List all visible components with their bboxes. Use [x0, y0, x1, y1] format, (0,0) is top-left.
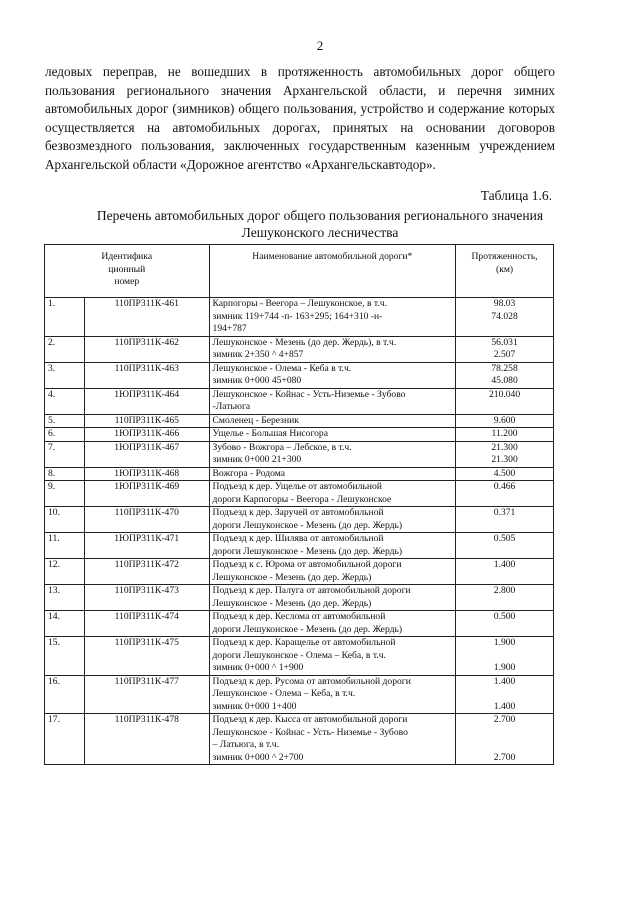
- road-name-line: Лешуконское - Койнас - Усть-Низемье - Зубово: [212, 388, 406, 400]
- road-length-value: 0.500: [493, 611, 516, 622]
- road-name: [209, 585, 456, 611]
- road-id: 110ПР311К-462: [85, 336, 210, 362]
- table-row: [45, 481, 554, 507]
- road-name-line: -Латьюга: [212, 401, 251, 412]
- road-length-value: 78.258: [491, 362, 518, 374]
- table-row: [45, 637, 554, 676]
- road-name-line: зимник 0+000 21+300: [212, 454, 302, 465]
- road-length: [456, 585, 554, 611]
- table-row: [45, 467, 554, 481]
- table-row: [45, 714, 554, 765]
- road-name-line: Лешуконское - Мезень (до дер. Жердь): [212, 597, 372, 609]
- road-length: [456, 388, 554, 414]
- road-name: [209, 428, 456, 442]
- row-number: 7.: [45, 441, 85, 467]
- road-name: [209, 533, 456, 559]
- road-name: [209, 388, 456, 414]
- road-name-line: Смоленец - Березник: [212, 414, 299, 426]
- table-number: Таблица 1.6.: [480, 188, 552, 203]
- road-length-value: 2.700: [493, 751, 516, 763]
- road-length: [456, 441, 554, 467]
- road-length-value: 1.900: [493, 637, 516, 648]
- table-row: [45, 414, 554, 428]
- road-name: [209, 362, 456, 388]
- road-length: [456, 428, 554, 442]
- road-length: [456, 336, 554, 362]
- road-id: 1ЮПР311К-467: [85, 441, 210, 467]
- row-number: 1.: [45, 298, 85, 337]
- road-id: 110ПР311К-474: [85, 611, 210, 637]
- road-name-line: зимник 0+000 45+080: [212, 375, 302, 386]
- road-name-line: Лешуконское - Мезень (до дер. Жердь): [212, 571, 372, 583]
- road-length-value: 9.600: [493, 414, 516, 426]
- table-row: [45, 428, 554, 442]
- road-name-line: зимник 2+350 ^ 4+857: [212, 349, 304, 360]
- road-length: [456, 611, 554, 637]
- row-number: 6.: [45, 428, 85, 442]
- road-id: 1ЮПР311К-469: [85, 481, 210, 507]
- road-name-line: Подъезд к дер. Шилява от автомобильной: [212, 533, 384, 544]
- road-id: 110ПР311К-477: [85, 675, 210, 714]
- row-number: 11.: [45, 533, 85, 559]
- road-name-line: Лешуконское - Койнас - Усть- Низемье - Зубово: [212, 726, 408, 738]
- road-name-line: зимник 0+000 ^ 1+900: [212, 662, 304, 673]
- road-length-value: 74.028: [491, 310, 518, 322]
- row-number: 16.: [45, 675, 85, 714]
- header-length: Протяженность, (км): [456, 245, 554, 298]
- road-length-value: [459, 739, 550, 752]
- road-length-value: 0.371: [493, 507, 516, 518]
- body-paragraph: ледовых переправ, не вошедших в протяженность автомобильных дорог общего пользования регионального значения Архангельской области, и перечня зимних автомобильных дорог (зимников) общего пользования, устройство и содержание которых осуществляется на автомобильных дорогах, принятых на основании договоров безвозмездного пользования, заключенных государственным казенным учреждением Архангельской области «Дорожное агентство «Архангельскавтодор».: [45, 64, 555, 172]
- row-number: 13.: [45, 585, 85, 611]
- road-length: [456, 298, 554, 337]
- road-length-value: 11.200: [491, 428, 518, 439]
- road-name: [209, 441, 456, 467]
- row-number: 14.: [45, 611, 85, 637]
- road-name-line: дороги Карпогоры - Веегора - Лешуконское: [212, 493, 392, 505]
- road-name-line: Лешуконское - Олема - Кеба в т.ч.: [212, 362, 352, 374]
- table-row: [45, 362, 554, 388]
- road-name-line: дороги Лешуконское - Мезень (до дер. Жердь): [212, 545, 403, 557]
- road-length-value: 1.400: [493, 559, 516, 570]
- table-title-line1: Перечень автомобильных дорог общего пользования регионального значения: [96, 208, 544, 223]
- road-name-line: 194+787: [212, 323, 247, 334]
- road-length-value: 0.466: [493, 481, 516, 492]
- table-row: [45, 611, 554, 637]
- table-row: [45, 388, 554, 414]
- header-name: Наименование автомобильной дороги*: [209, 245, 456, 298]
- road-length-value: 21.300: [491, 454, 518, 465]
- road-length-value: 2.700: [493, 714, 516, 725]
- row-number: 12.: [45, 559, 85, 585]
- road-name-line: Лешуконское - Мезень (до дер. Жердь), в т.ч.: [212, 336, 397, 348]
- road-name-line: Подъезд к дер. Кеслома от автомобильной: [212, 611, 386, 622]
- table-row: [45, 585, 554, 611]
- road-id: 110ПР311К-461: [85, 298, 210, 337]
- road-name: [209, 336, 456, 362]
- road-name: [209, 507, 456, 533]
- table-header-row: [45, 245, 554, 298]
- table-row: [45, 559, 554, 585]
- road-length-value: [459, 650, 550, 663]
- road-id: 1ЮПР311К-468: [85, 467, 210, 481]
- road-name: [209, 481, 456, 507]
- table-row: [45, 441, 554, 467]
- road-length: [456, 714, 554, 765]
- road-id: 110ПР311К-465: [85, 414, 210, 428]
- road-length-value: 45.080: [491, 375, 518, 386]
- road-id: 110ПР311К-473: [85, 585, 210, 611]
- road-length: [456, 507, 554, 533]
- road-name: [209, 675, 456, 714]
- row-number: 5.: [45, 414, 85, 428]
- row-number: 3.: [45, 362, 85, 388]
- row-number: 2.: [45, 336, 85, 362]
- road-id: 1ЮПР311К-464: [85, 388, 210, 414]
- road-length-value: 56.031: [491, 336, 518, 348]
- table-row: [45, 298, 554, 337]
- road-length-value: 1.400: [493, 700, 516, 712]
- road-name: [209, 637, 456, 676]
- row-number: 10.: [45, 507, 85, 533]
- road-length-value: 210.040: [488, 388, 521, 400]
- road-name-line: Подъезд к дер. Кысса от автомобильной дороги: [212, 714, 408, 725]
- table-row: [45, 336, 554, 362]
- road-name-line: зимник 119+744 -п- 163+295; 164+310 -н-: [212, 310, 383, 322]
- road-name-line: дороги Лешуконское - Мезень (до дер. Жердь): [212, 519, 403, 531]
- road-id: 110ПР311К-470: [85, 507, 210, 533]
- road-name-line: Подъезд к дер. Палуга от автомобильной дороги: [212, 585, 411, 596]
- road-name-line: Вожгора - Родома: [212, 467, 286, 479]
- row-number: 15.: [45, 637, 85, 676]
- road-name-line: – Латьюга, в т.ч.: [212, 739, 279, 750]
- road-length-value: [459, 688, 550, 701]
- road-length: [456, 675, 554, 714]
- row-number: 4.: [45, 388, 85, 414]
- road-length-value: 21.300: [491, 441, 518, 453]
- road-length-value: 0.505: [493, 533, 516, 544]
- road-length-value: 98.03: [493, 298, 516, 309]
- road-name-line: Подъезд к дер. Заручей от автомобильной: [212, 507, 384, 518]
- header-id: Идентифика ционный номер: [45, 245, 210, 298]
- road-name-line: дороги Лешуконское - Олема – Кеба, в т.ч.: [212, 649, 386, 661]
- road-name-line: Подъезд к дер. Ущелье от автомобильной: [212, 481, 382, 492]
- road-name: [209, 414, 456, 428]
- table-title-line2: Лешуконского лесничества: [241, 225, 399, 240]
- road-name-line: Подъезд к дер. Русома от автомобильной дороги: [212, 675, 411, 687]
- road-name-line: Ущелье - Большая Нисогора: [212, 428, 328, 439]
- road-name-line: Карпогоры - Веегора – Лешуконское, в т.ч.: [212, 298, 387, 309]
- road-id: 110ПР311К-472: [85, 559, 210, 585]
- road-length-value: 1.400: [493, 675, 516, 687]
- road-id: 110ПР311К-463: [85, 362, 210, 388]
- road-name-line: Подъезд к с. Юрома от автомобильной дороги: [212, 559, 402, 570]
- road-length: [456, 559, 554, 585]
- road-length-value: 2.800: [493, 585, 516, 596]
- road-name-line: Лешуконское - Олема – Кеба, в т.ч.: [212, 688, 356, 699]
- road-id: 1ЮПР311К-471: [85, 533, 210, 559]
- table-row: [45, 507, 554, 533]
- roads-table: [44, 244, 554, 765]
- road-name-line: Зубово - Вожгора – Лебское, в т.ч.: [212, 441, 352, 453]
- road-id: 1ЮПР311К-466: [85, 428, 210, 442]
- table-row: [45, 533, 554, 559]
- road-name: [209, 467, 456, 481]
- road-name-line: зимник 0+000 ^ 2+700: [212, 751, 304, 763]
- road-length-value: 2.507: [493, 349, 516, 360]
- road-length: [456, 637, 554, 676]
- road-name: [209, 298, 456, 337]
- road-length: [456, 481, 554, 507]
- table-row: [45, 675, 554, 714]
- road-name: [209, 559, 456, 585]
- road-length: [456, 362, 554, 388]
- road-name: [209, 611, 456, 637]
- road-length-value: 1.900: [493, 662, 516, 673]
- row-number: 8.: [45, 467, 85, 481]
- road-name-line: дороги Лешуконское - Мезень (до дер. Жердь): [212, 623, 403, 635]
- road-length-value: [459, 727, 550, 740]
- page-number: 2: [316, 38, 324, 53]
- road-id: 110ПР311К-478: [85, 714, 210, 765]
- road-length: [456, 533, 554, 559]
- table-title: [0, 207, 640, 241]
- road-name: [209, 714, 456, 765]
- road-name-line: зимник 0+000 1+400: [212, 700, 297, 712]
- road-length: [456, 414, 554, 428]
- road-length-value: 4.500: [493, 467, 516, 479]
- row-number: 9.: [45, 481, 85, 507]
- row-number: 17.: [45, 714, 85, 765]
- road-id: 110ПР311К-475: [85, 637, 210, 676]
- road-name-line: Подъезд к дер. Каращелье от автомобильной: [212, 637, 396, 648]
- road-length: [456, 467, 554, 481]
